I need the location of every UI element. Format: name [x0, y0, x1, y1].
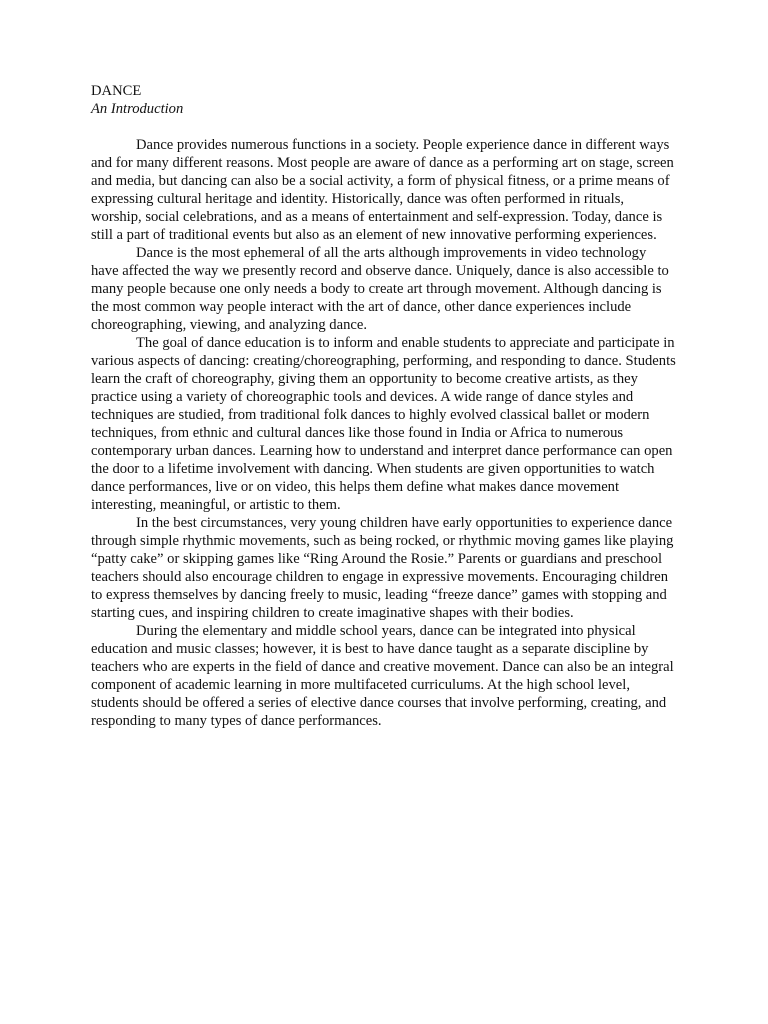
- document-page: [91, 82, 677, 730]
- paragraph-3: The goal of dance education is to inform and enable students to appreciate and participate in various aspects of dancing: creating/choreographing, performing, and responding to dance. Students learn the craft of choreography, giving them an opportunity to become creative artists, as they practice using a variety of choreographic tools and devices. A wide range of dance styles and techniques are studied, from traditional folk dances to highly evolved classical ballet or modern techniques, from ethnic and cultural dances like those found in India or Africa to numerous contemporary urban dances. Learning how to understand and interpret dance performance can open the door to a lifetime involvement with dancing. When students are given opportunities to watch dance performances, live or on video, this helps them define what makes dance movement interesting, meaningful, or artistic to them.: [91, 335, 676, 513]
- paragraph-4: In the best circumstances, very young children have early opportunities to experience dance through simple rhythmic movements, such as being rocked, or rhythmic moving games like playing “patty cake” or skipping games like “Ring Around the Rosie.” Parents or guardians and preschool teachers should also encourage children to engage in expressive movements. Encouraging children to express themselves by dancing freely to music, leading “freeze dance” games with stopping and starting cues, and inspiring children to create imaginative shapes with their bodies.: [91, 515, 674, 621]
- paragraph-2: Dance is the most ephemeral of all the arts although improvements in video technology have affected the way we presently record and observe dance. Uniquely, dance is also accessible to many people because one only needs a body to create art through movement. Although dancing is the most common way people interact with the art of dance, other dance experiences include choreographing, viewing, and analyzing dance.: [91, 245, 669, 333]
- document-subtitle: An Introduction: [91, 101, 184, 117]
- paragraph-1: Dance provides numerous functions in a society. People experience dance in different ways and for many different reasons. Most people are aware of dance as a performing art on stage, screen and media, but dancing can also be a social activity, a form of physical fitness, or a prime means of expressing cultural heritage and identity. Historically, dance was often performed in rituals, worship, social celebrations, and as a means of entertainment and self-expression. Today, dance is still a part of traditional events but also as an element of new innovative performing experiences.: [91, 137, 674, 243]
- paragraph-5: During the elementary and middle school years, dance can be integrated into physical education and music classes; however, it is best to have dance taught as a separate discipline by teachers who are experts in the field of dance and creative movement. Dance can also be an integral component of academic learning in more multifaceted curriculums. At the high school level, students should be offered a series of elective dance courses that involve performing, creating, and responding to many types of dance performances.: [91, 623, 674, 729]
- document-title: DANCE: [91, 83, 142, 99]
